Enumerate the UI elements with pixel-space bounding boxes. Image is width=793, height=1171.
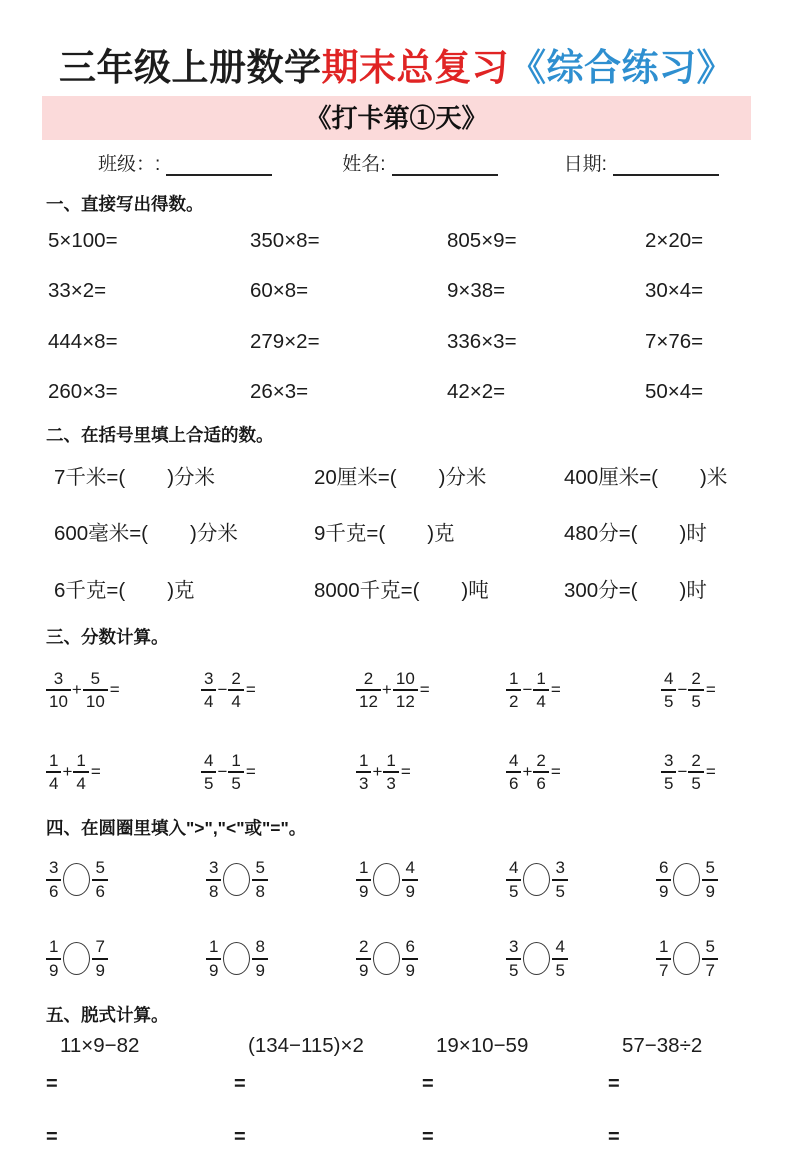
problem-text: )吨 <box>461 578 489 602</box>
fraction-numerator: 5 <box>95 858 105 878</box>
equals-sign: = <box>46 1073 58 1096</box>
mixed-operation-problem: (134−115)×2 <box>248 1034 364 1058</box>
fraction-denominator: 9 <box>252 958 267 981</box>
fraction-problem <box>506 751 661 794</box>
fraction-comparison <box>206 937 356 980</box>
fraction-numerator: 2 <box>691 750 701 770</box>
fraction-numerator: 4 <box>204 750 214 770</box>
section-2-grid <box>46 447 757 617</box>
section-1-heading: 一、直接写出得数。 <box>46 193 204 214</box>
section-3 <box>46 624 757 813</box>
comparison-circle <box>373 942 400 975</box>
fraction-numerator: 3 <box>664 750 674 770</box>
equals-sign: = <box>705 762 716 782</box>
fraction-numerator: 1 <box>76 750 86 770</box>
fraction <box>46 751 61 794</box>
fraction-denominator: 9 <box>46 958 61 981</box>
class-blank-line <box>166 158 272 176</box>
fraction-denominator: 12 <box>393 689 418 712</box>
fraction-numerator: 1 <box>231 750 241 770</box>
fraction-problem <box>661 669 757 712</box>
fraction-numerator: 4 <box>664 668 674 688</box>
fraction-numerator: 6 <box>405 937 415 957</box>
comparison-circle <box>223 863 250 896</box>
comparison-circle <box>523 942 550 975</box>
fraction <box>252 858 267 901</box>
problem-text: 9千克=( <box>314 522 386 546</box>
fraction-denominator: 6 <box>92 879 107 902</box>
fraction <box>228 669 243 712</box>
unit-conversion-problem <box>314 573 564 603</box>
fraction-numerator: 3 <box>49 858 59 878</box>
mult-problem: 2×20= <box>645 228 704 252</box>
fraction <box>46 858 61 901</box>
comparison-circle <box>673 942 700 975</box>
problem-text: 600毫米=( <box>54 522 149 546</box>
title-part-red: 期末总复习 <box>321 47 509 88</box>
mixed-operation-problem: 57−38÷2 <box>622 1034 703 1058</box>
mult-problem: 60×8= <box>250 279 309 303</box>
fraction-problem <box>661 751 757 794</box>
fraction-denominator: 8 <box>252 879 267 902</box>
equals-sign: = <box>608 1073 620 1096</box>
section-3-heading: 三、分数计算。 <box>46 627 169 648</box>
fraction-denominator: 10 <box>83 689 108 712</box>
fraction-denominator: 6 <box>46 879 61 902</box>
fraction-numerator: 3 <box>509 937 519 957</box>
fraction-comparison <box>206 858 356 901</box>
title-part-blue: 《综合练习》 <box>509 47 734 88</box>
fraction-comparison <box>356 937 506 980</box>
problem-text: )时 <box>679 578 707 602</box>
fraction-numerator: 5 <box>255 858 265 878</box>
operator: + <box>372 762 383 782</box>
section-4-grid <box>46 840 757 998</box>
fraction-numerator: 4 <box>509 858 519 878</box>
equals-sign: = <box>608 1126 620 1149</box>
fraction <box>506 858 521 901</box>
section-5-grid <box>46 1027 757 1171</box>
fraction-numerator: 3 <box>204 668 214 688</box>
fraction-denominator: 10 <box>46 689 71 712</box>
equals-sign: = <box>419 680 430 700</box>
unit-conversion-problem <box>54 460 314 490</box>
fraction-denominator: 6 <box>506 771 521 794</box>
fraction <box>92 937 107 980</box>
mixed-operation-problem: 11×9−82 <box>60 1034 140 1058</box>
problem-text: )分米 <box>190 522 238 546</box>
fraction-problem <box>46 751 201 794</box>
fraction-comparison <box>46 937 206 980</box>
unit-conversion-problem <box>564 516 757 546</box>
unit-conversion-problem <box>314 516 564 546</box>
equals-sign: = <box>422 1073 434 1096</box>
fraction-numerator: 2 <box>363 668 374 688</box>
comparison-circle <box>63 942 90 975</box>
fraction-denominator: 7 <box>656 958 671 981</box>
fraction-comparison <box>506 937 656 980</box>
fraction <box>201 669 216 712</box>
fraction-denominator: 9 <box>356 958 371 981</box>
fraction-numerator: 1 <box>386 750 396 770</box>
fraction-denominator: 5 <box>552 879 567 902</box>
equals-sign: = <box>245 680 256 700</box>
unit-conversion-problem <box>564 573 757 603</box>
comparison-circle <box>523 863 550 896</box>
fraction-numerator: 1 <box>659 937 669 957</box>
fraction-numerator: 5 <box>705 858 715 878</box>
fraction-denominator: 5 <box>661 771 676 794</box>
unit-conversion-problem <box>54 573 314 603</box>
fraction-comparison <box>656 937 757 980</box>
fraction-comparison <box>656 858 757 901</box>
fraction-numerator: 4 <box>555 937 565 957</box>
section-5-heading: 五、脱式计算。 <box>46 1005 169 1026</box>
fraction <box>393 669 418 712</box>
fraction <box>252 937 267 980</box>
fraction-denominator: 9 <box>656 879 671 902</box>
fraction-denominator: 3 <box>356 771 371 794</box>
fraction-numerator: 1 <box>509 668 519 688</box>
problem-text: 6千克=( <box>54 578 126 602</box>
fraction-numerator: 1 <box>359 858 369 878</box>
mult-problem: 9×38= <box>447 279 506 303</box>
fraction-denominator: 4 <box>533 689 548 712</box>
equals-sign: = <box>234 1126 246 1149</box>
problem-text: )克 <box>167 578 195 602</box>
fraction-numerator: 2 <box>691 668 701 688</box>
comparison-circle <box>373 863 400 896</box>
fraction-numerator: 1 <box>536 668 546 688</box>
fraction <box>702 858 717 901</box>
fraction-denominator: 5 <box>688 689 703 712</box>
fraction <box>402 858 417 901</box>
fraction-comparison <box>356 858 506 901</box>
equals-sign: = <box>705 680 716 700</box>
mult-problem: 50×4= <box>645 380 704 404</box>
operator: − <box>217 762 228 782</box>
fraction-numerator: 1 <box>359 750 369 770</box>
fraction-denominator: 9 <box>402 879 417 902</box>
problem-text: 400厘米=( <box>564 465 659 489</box>
fraction-denominator: 2 <box>506 689 521 712</box>
equals-sign: = <box>422 1126 434 1149</box>
mult-problem: 7×76= <box>645 329 704 353</box>
fraction-denominator: 5 <box>661 689 676 712</box>
fraction <box>201 751 216 794</box>
fraction <box>206 858 221 901</box>
operator: − <box>677 680 688 700</box>
fraction-numerator: 1 <box>49 750 59 770</box>
section-4-heading: 四、在圆圈里填入">","<"或"="。 <box>46 818 307 839</box>
fraction <box>702 937 717 980</box>
problem-text: )克 <box>427 522 455 546</box>
fraction-denominator: 9 <box>702 879 717 902</box>
mult-problem: 350×8= <box>250 228 320 252</box>
mixed-operation-problem: 19×10−59 <box>436 1034 529 1058</box>
fraction-numerator: 2 <box>536 750 546 770</box>
fraction-problem <box>46 669 201 712</box>
fraction <box>228 751 243 794</box>
fraction <box>688 751 703 794</box>
fraction <box>92 858 107 901</box>
fraction-denominator: 5 <box>201 771 216 794</box>
mult-problem: 30×4= <box>645 279 704 303</box>
problem-text: 7千米=( <box>54 465 126 489</box>
problem-text: 8000千克=( <box>314 578 420 602</box>
operator: − <box>677 762 688 782</box>
operator: + <box>522 762 533 782</box>
fraction-problem <box>356 751 506 794</box>
fraction <box>83 669 108 712</box>
class-field <box>98 149 272 176</box>
fraction-problem <box>356 669 506 712</box>
operator: + <box>62 762 73 782</box>
unit-conversion-problem <box>314 460 564 490</box>
fraction-denominator: 9 <box>356 879 371 902</box>
title-part-black: 三年级上册数学 <box>59 47 322 88</box>
fraction-numerator: 2 <box>231 668 241 688</box>
date-label: 日期: <box>563 153 607 175</box>
fraction <box>73 751 88 794</box>
fraction-comparison <box>506 858 656 901</box>
problem-text: )米 <box>700 465 728 489</box>
fraction <box>356 858 371 901</box>
mult-problem: 336×3= <box>447 329 517 353</box>
fraction-denominator: 5 <box>688 771 703 794</box>
fraction <box>402 937 417 980</box>
fraction-numerator: 10 <box>395 668 415 688</box>
equals-sign: = <box>234 1073 246 1096</box>
operator: + <box>381 680 392 700</box>
mult-problem: 260×3= <box>48 380 118 404</box>
unit-conversion-problem <box>54 516 314 546</box>
fraction-numerator: 4 <box>405 858 415 878</box>
fraction-denominator: 5 <box>506 879 521 902</box>
name-field <box>342 149 497 176</box>
fraction-numerator: 6 <box>659 858 669 878</box>
fraction <box>533 751 548 794</box>
fraction <box>356 937 371 980</box>
fraction-denominator: 9 <box>206 958 221 981</box>
fraction <box>356 751 371 794</box>
fraction-denominator: 4 <box>46 771 61 794</box>
fraction-numerator: 7 <box>95 937 105 957</box>
section-2-heading: 二、在括号里填上合适的数。 <box>46 424 274 445</box>
unit-conversion-problem <box>564 460 757 490</box>
fraction-comparison <box>46 858 206 901</box>
fraction-denominator: 5 <box>506 958 521 981</box>
day-banner: 《打卡第①天》 <box>42 96 751 140</box>
fraction <box>46 937 61 980</box>
fraction-numerator: 3 <box>555 858 565 878</box>
fraction-denominator: 5 <box>228 771 243 794</box>
section-5 <box>46 1002 757 1171</box>
class-label: 班级：: <box>98 153 161 175</box>
fraction-problem <box>506 669 661 712</box>
problem-text: 300分=( <box>564 578 638 602</box>
student-info-row <box>98 149 793 176</box>
fraction-problem <box>201 669 356 712</box>
mult-problem: 444×8= <box>48 329 118 353</box>
fraction-numerator: 3 <box>53 668 64 688</box>
fraction-denominator: 4 <box>73 771 88 794</box>
fraction-numerator: 1 <box>209 937 219 957</box>
section-1-grid <box>46 216 757 418</box>
fraction <box>552 858 567 901</box>
equals-sign: = <box>90 762 101 782</box>
equals-sign: = <box>550 762 561 782</box>
mult-problem: 33×2= <box>48 279 107 303</box>
mult-problem: 805×9= <box>447 228 517 252</box>
fraction <box>661 669 676 712</box>
problem-text: )分米 <box>167 465 216 489</box>
name-label: 姓名: <box>342 153 386 175</box>
fraction-denominator: 9 <box>92 958 107 981</box>
mult-problem: 5×100= <box>48 228 118 252</box>
fraction <box>506 937 521 980</box>
section-1 <box>46 191 757 418</box>
fraction <box>506 669 521 712</box>
fraction-numerator: 5 <box>90 668 101 688</box>
equals-sign: = <box>400 762 411 782</box>
fraction <box>552 937 567 980</box>
comparison-circle <box>223 942 250 975</box>
fraction <box>661 751 676 794</box>
fraction <box>356 669 381 712</box>
worksheet-body <box>0 191 793 1171</box>
operator: + <box>71 680 82 700</box>
fraction-denominator: 5 <box>552 958 567 981</box>
fraction-numerator: 1 <box>49 937 59 957</box>
fraction-denominator: 8 <box>206 879 221 902</box>
section-2 <box>46 422 757 617</box>
fraction-denominator: 7 <box>702 958 717 981</box>
comparison-circle <box>673 863 700 896</box>
equals-sign: = <box>245 762 256 782</box>
fraction-denominator: 6 <box>533 771 548 794</box>
section-3-grid <box>46 649 757 813</box>
mult-problem: 42×2= <box>447 380 506 404</box>
problem-text: )分米 <box>438 465 487 489</box>
problem-text: 20厘米=( <box>314 465 397 489</box>
equals-sign: = <box>46 1126 58 1149</box>
fraction-denominator: 4 <box>201 689 216 712</box>
fraction <box>46 669 71 712</box>
page-title <box>0 0 793 89</box>
fraction-numerator: 3 <box>209 858 219 878</box>
mult-problem: 279×2= <box>250 329 320 353</box>
fraction <box>206 937 221 980</box>
fraction-denominator: 12 <box>356 689 381 712</box>
operator: − <box>217 680 228 700</box>
fraction <box>656 858 671 901</box>
problem-text: 480分=( <box>564 522 638 546</box>
fraction <box>383 751 398 794</box>
fraction-denominator: 9 <box>402 958 417 981</box>
fraction <box>506 751 521 794</box>
equals-sign: = <box>550 680 561 700</box>
problem-text: )时 <box>679 522 707 546</box>
equals-sign: = <box>109 680 120 700</box>
fraction <box>533 669 548 712</box>
fraction <box>688 669 703 712</box>
fraction-numerator: 2 <box>359 937 369 957</box>
fraction-numerator: 8 <box>255 937 265 957</box>
comparison-circle <box>63 863 90 896</box>
date-field <box>564 149 719 176</box>
operator: − <box>522 680 533 700</box>
fraction-denominator: 3 <box>383 771 398 794</box>
fraction-numerator: 4 <box>509 750 519 770</box>
fraction-denominator: 4 <box>228 689 243 712</box>
mult-problem: 26×3= <box>250 380 309 404</box>
section-4 <box>46 815 757 998</box>
fraction-numerator: 5 <box>705 937 715 957</box>
name-blank-line <box>392 158 498 176</box>
fraction-problem <box>201 751 356 794</box>
date-blank-line <box>613 158 719 176</box>
fraction <box>656 937 671 980</box>
